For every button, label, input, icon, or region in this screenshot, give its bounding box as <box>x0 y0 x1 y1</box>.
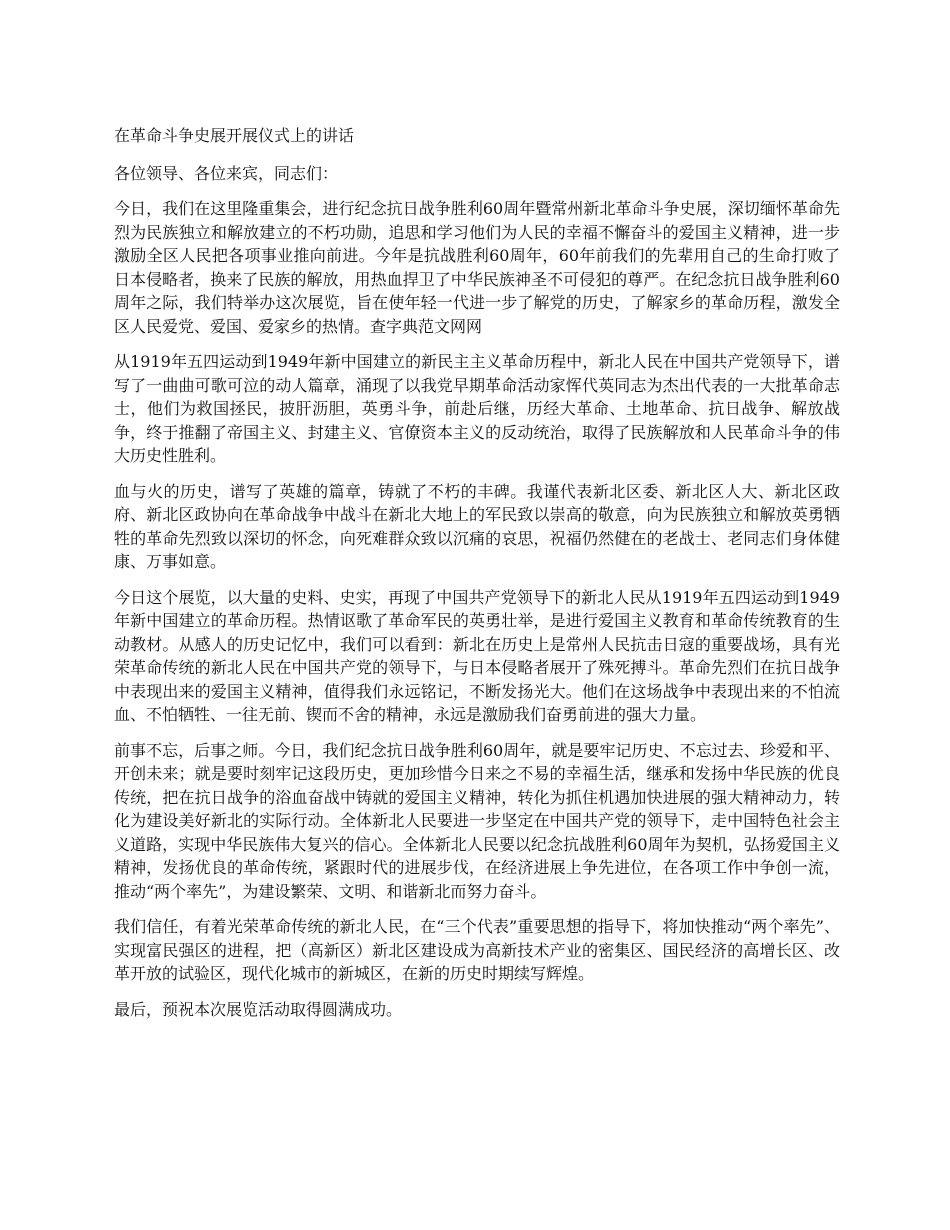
paragraph-5: 前事不忘，后事之师。今日，我们纪念抗日战争胜利60周年，就是要牢记历史、不忘过去、珍爱和平、开创未来；就是要时刻牢记这段历史，更加珍惜今日来之不易的幸福生活，继承和发扬中华民族的优良传统，把在抗日战争的浴血奋战中铸就的爱国主义精神，转化为抓住机遇加快进展的强大精神动力，转化为建设美好新北的实际行动。全体新北人民要进一步坚定在中国共产党的领导下，走中国特色社会主义道路，实现中华民族伟大复兴的信心。全体新北人民要以纪念抗战胜利60周年为契机，弘扬爱国主义精神，发扬优良的革命传统，紧跟时代的进展步伐，在经济进展上争先进位，在各项工作中争创一流，推动“两个率先”，为建设繁荣、文明、和谐新北而努力奋斗。 <box>114 740 840 901</box>
paragraph-3: 血与火的历史，谱写了英雄的篇章，铸就了不朽的丰碑。我谨代表新北区委、新北区人大、新北区政府、新北区政协向在革命战争中战斗在新北大地上的军民致以崇高的敬意，向为民族独立和解放英勇牺牲的革命先烈致以深切的怀念，向死难群众致以沉痛的哀思，祝福仍然健在的老战士、老同志们身体健康、万事如意。 <box>114 481 840 571</box>
paragraph-1: 今日，我们在这里隆重集会，进行纪念抗日战争胜利60周年暨常州新北革命斗争史展，深切缅怀革命先烈为民族独立和解放建立的不朽功勋，追思和学习他们为人民的幸福不懈奋斗的爱国主义精神，进一步激励全区人民把各项事业推向前进。今年是抗战胜利60周年，60年前我们的先辈用自己的生命打败了日本侵略者，换来了民族的解放，用热血捍卫了中华民族神圣不可侵犯的尊严。在纪念抗日战争胜利60周年之际，我们特举办这次展览，旨在使年轻一代进一步了解党的历史，了解家乡的革命历程，激发全区人民爱党、爱国、爱家乡的热情。查字典范文网网 <box>114 199 840 336</box>
paragraph-4: 今日这个展览，以大量的史料、史实，再现了中国共产党领导下的新北人民从1919年五四运动到1949年新中国建立的革命历程。热情讴歌了革命军民的英勇壮举，是进行爱国主义教育和革命传统教育的生动教材。从感人的历史记忆中，我们可以看到：新北在历史上是常州人民抗击日寇的重要战场，具有光荣革命传统的新北人民在中国共产党的领导下，与日本侵略者展开了殊死搏斗。革命先烈们在抗日战争中表现出来的爱国主义精神，值得我们永远铭记，不断发扬光大。他们在这场战争中表现出来的不怕流血、不怕牺牲、一往无前、锲而不舍的精神，永远是激励我们奋勇前进的强大力量。 <box>114 587 840 724</box>
document-title: 在革命斗争史展开展仪式上的讲话 <box>114 126 355 145</box>
greeting: 各位领导、各位来宾，同志们： <box>114 163 339 183</box>
paragraph-2: 从1919年五四运动到1949年新中国建立的新民主主义革命历程中，新北人民在中国共产党领导下，谱写了一曲曲可歌可泣的动人篇章，涌现了以我党早期革命活动家恽代英同志为杰出代表的一大批革命志士，他们为救国拯民，披肝沥胆，英勇斗争，前赴后继，历经大革命、土地革命、抗日战争、解放战争，终于推翻了帝国主义、封建主义、官僚资本主义的反动统治，取得了民族解放和人民革命斗争的伟大历史性胜利。 <box>114 352 840 465</box>
paragraph-6: 我们信任，有着光荣革命传统的新北人民，在“三个代表”重要思想的指导下，将加快推动“两个率先”、实现富民强区的进程，把（高新区）新北区建设成为高新技术产业的密集区、国民经济的高增长区、改革开放的试验区，现代化城市的新城区，在新的历史时期续写辉煌。 <box>114 917 840 983</box>
paragraph-7: 最后，预祝本次展览活动取得圆满成功。 <box>114 999 403 1019</box>
document-body <box>114 124 840 1033</box>
